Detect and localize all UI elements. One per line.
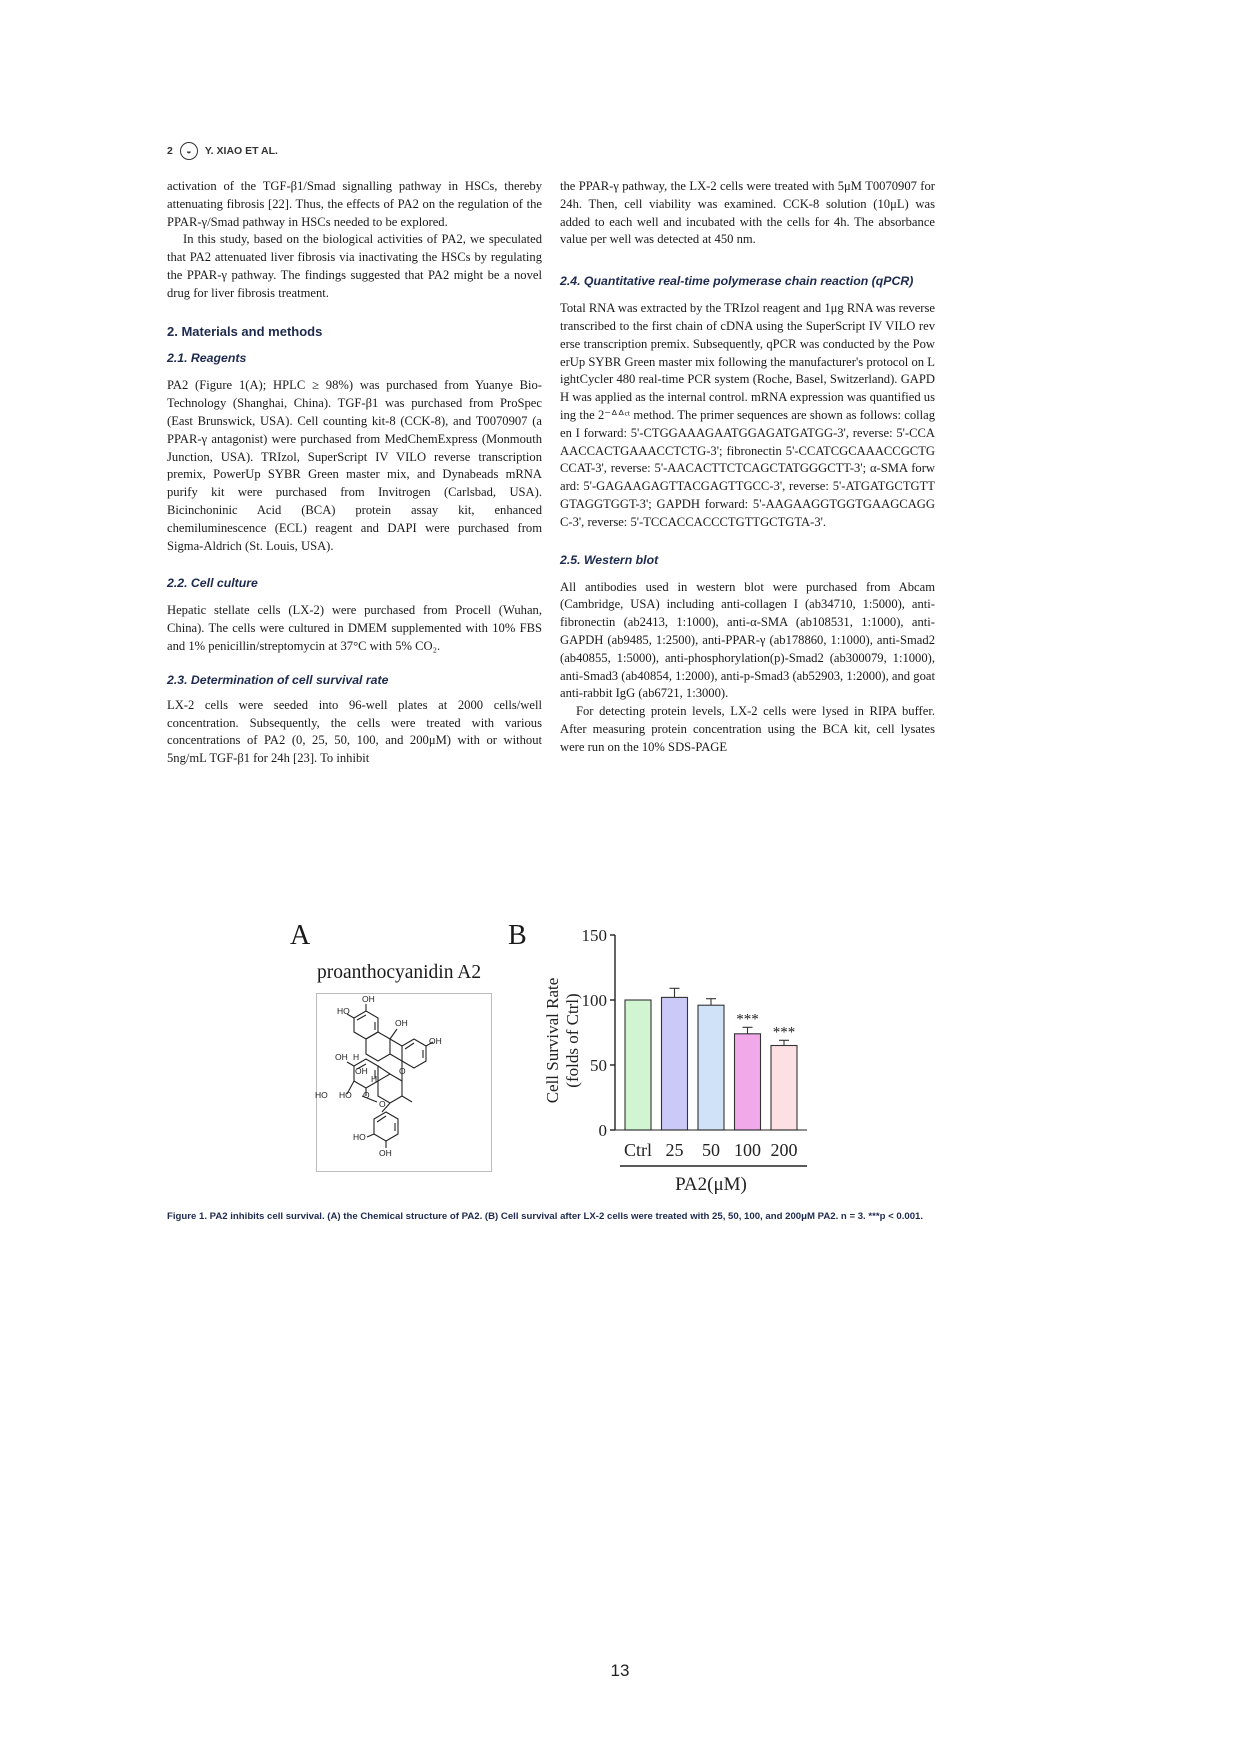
atom-label-oh-1: OH [362,994,375,1004]
journal-logo-icon: ◒ [180,142,198,160]
page-number: 13 [610,1661,630,1680]
panel-label-a: A [290,920,311,951]
x-axis-label: PA2(μM) [675,1174,747,1195]
atom-label-ho-1: HO [337,1006,350,1016]
panel-label-b: B [508,920,527,951]
cell-culture-paragraph: Hepatic stellate cells (LX-2) were purchased from Procell (Wuhan, China). The cells were cultured in DMEM supplemented with 10% FBS and 1% penicillin/streptomycin at 37°C with 5% CO₂. [167,603,542,653]
running-header [167,142,278,160]
subsection-heading-qpcr: 2.4. Quantitative real-time polymerase chain reaction (qPCR) [560,274,914,289]
subsection-heading-western: 2.5. Western blot [560,552,659,567]
figure-caption: Figure 1. PA2 inhibits cell survival. (A) the Chemical structure of PA2. (B) Cell survival after LX-2 cells were treated with 25, 50, 100, and 200μM PA2. n = 3. ***p < 0.001. [167,1211,924,1222]
atom-label-oh-3: OH [429,1036,442,1046]
atom-label-ho-3: HO [339,1090,352,1100]
y-tick-label: 150 [581,926,607,945]
atom-label-h-2: H [371,1074,378,1084]
x-tick-label: 25 [665,1140,684,1160]
left-column [167,178,542,768]
atom-label-oh-5: OH [355,1066,368,1076]
structure-title: proanthocyanidin A2 [317,962,482,983]
y-tick-label: 50 [590,1056,607,1075]
atom-label-ho-4: HO [353,1132,366,1142]
subsection-heading-reagents: 2.1. Reagents [167,351,247,366]
x-tick-label: 200 [770,1140,798,1160]
western-paragraph-1: All antibodies used in western blot were purchased from Abcam (Cambridge, USA) including anti-collagen I (ab34710, 1:5000), anti-fibronectin (ab2413, 1:1000), anti-α-SMA (ab108531, 1:1000), anti-GAPDH (ab9485, 1:2500), anti-PPAR-γ (ab178860, 1:1000), anti-Smad2 (ab40855, 1:5000), anti-phosphorylation(p)-Smad2 (ab300079, 1:1000), anti-Smad3 (ab40854, 1:2000), anti-p-Smad3 (ab52903, 1:2000), and goat anti-rabbit IgG (ab6721, 1:3000). [560,579,935,701]
cell-survival-bar-chart [520,925,820,1200]
reagents-paragraph: PA2 (Figure 1(A); HPLC ≥ 98%) was purchased from Yuanye Bio-Technology (Shanghai, China). TGF-β1 was purchased from ProSpec (East Brunswick, USA). Cell counting kit-8 (CCK-8), and T0070907 (a PPAR-γ antagonist) were purchased from MedChemExpress (Monmouth Junction, USA). TRIzol, SuperScript IV VILO reverse transcription premix, PowerUp SYBR Green master mix, and Dynabeads mRNA purify kit were purchased from Invitrogen (Carlsbad, USA). Bicinchoninic Acid (BCA) protein assay kit, enhanced chemiluminescence (ECL) reagent and DAPI were purchased from Sigma-Aldrich (St. Louis, USA). [167,378,542,553]
bar-100 [735,1034,761,1130]
atom-label-oh-2: OH [395,1018,408,1028]
y-axis-label: (folds of Ctrl) [563,993,582,1088]
header-authors: Y. XIAO ET AL. [204,145,278,157]
atom-label-ho-2: HO [315,1090,328,1100]
atom-label-o-2: O [363,1090,370,1100]
x-tick-label: 50 [702,1140,720,1160]
x-tick-label: Ctrl [623,1140,653,1160]
bar-25 [662,997,688,1130]
subsection-heading-survival: 2.3. Determination of cell survival rate [167,672,389,687]
qpcr-paragraph: Total RNA was extracted by the TRIzol reagent and 1μg RNA was reverse transcribed to the first chain of cDNA using the SuperScript IV VILO reverse transcription premix. Subsequently, qPCR was conducted by the PowerUp SYBR Green master mix following the manufacturer's protocol on LightCycler 480 real-time PCR system (Roche, Basel, Switzerland). GAPDH was applied as the internal control. mRNA expression was quantified using the 2⁻ᐞᐞᶜᵗ method. The primer sequences are shown as follows: collagen I forward: 5'-CTGGAAAGAATGGAGATGATGG-3', reverse: 5'-CCAAACCACTGAAACCTCTG-3'; fibronectin 5'-CCATCGCAAACCGCTGCCAT-3', reverse: 5'-AACACTTCTCAGCTATGGGCTT-3'; α-SMA forward: 5'-GAGAAGAGTTACGAGTTGCC-3', reverse: 5'-ATGATGCTGTTGTAGGTGGT-3'; GAPDH forward: 5'-AAGAAGGTGGTGAAGCAGGC-3', reverse: 5'-TCCACCACCCTGTTGCTGTA-3'. [560,301,935,529]
atom-label-oh-4: OH [335,1052,348,1062]
ppar-paragraph: the PPAR-γ pathway, the LX-2 cells were treated with 5μM T0070907 for 24h. Then, cell viability was examined. CCK-8 solution (10μL) was added to each well and incubated with the cells for 4h. The absorbance value per well was detected at 450 nm. [560,179,935,247]
bar-50 [698,1005,724,1130]
atom-label-o-1: O [399,1066,406,1076]
bar-Ctrl [625,1000,651,1130]
y-tick-label: 100 [581,991,607,1010]
atom-label-h-1: H [353,1052,360,1062]
chemical-structure-frame [316,993,492,1172]
significance-marker: *** [736,1011,759,1028]
intro-paragraph-2: In this study, based on the biological activities of PA2, we speculated that PA2 attenuated liver fibrosis via inactivating the HSCs by regulating the PPAR-γ pathway. The findings suggested that PA2 might be a novel drug for liver fibrosis treatment. [167,232,542,300]
atom-label-oh-6: OH [379,1148,392,1158]
y-axis-label: Cell Survival Rate [543,977,562,1104]
subsection-heading-cell-culture: 2.2. Cell culture [167,576,258,591]
atom-label-o-3: O [379,1099,386,1109]
right-column [560,178,935,757]
x-tick-label: 100 [734,1140,761,1160]
survival-paragraph: LX-2 cells were seeded into 96-well plates at 2000 cells/well concentration. Subsequently, the cells were treated with various concentrations of PA2 (0, 25, 50, 100, and 200μM) with or without 5ng/mL TGF-β1 for 24h [23]. To inhibit [167,697,542,766]
header-page-number: 2 [167,145,173,157]
significance-marker: *** [772,1024,796,1041]
western-paragraph-2: For detecting protein levels, LX-2 cells were lysed in RIPA buffer. After measuring protein concentration using the BCA kit, cell lysates were run on the 10% SDS-PAGE [560,704,935,754]
chemical-structure-drawing [317,994,491,1171]
section-heading-methods: 2. Materials and methods [167,323,323,339]
ring-c-upper [366,1032,390,1061]
intro-paragraph-1: activation of the TGF-β1/Smad signalling pathway in HSCs, thereby attenuating fibrosis [22]. Thus, the effects of PA2 on the regulation of the PPAR-γ/Smad pathway in HSCs needed to be explored. [167,179,542,229]
y-tick-label: 0 [598,1121,607,1140]
bar-200 [771,1046,797,1131]
